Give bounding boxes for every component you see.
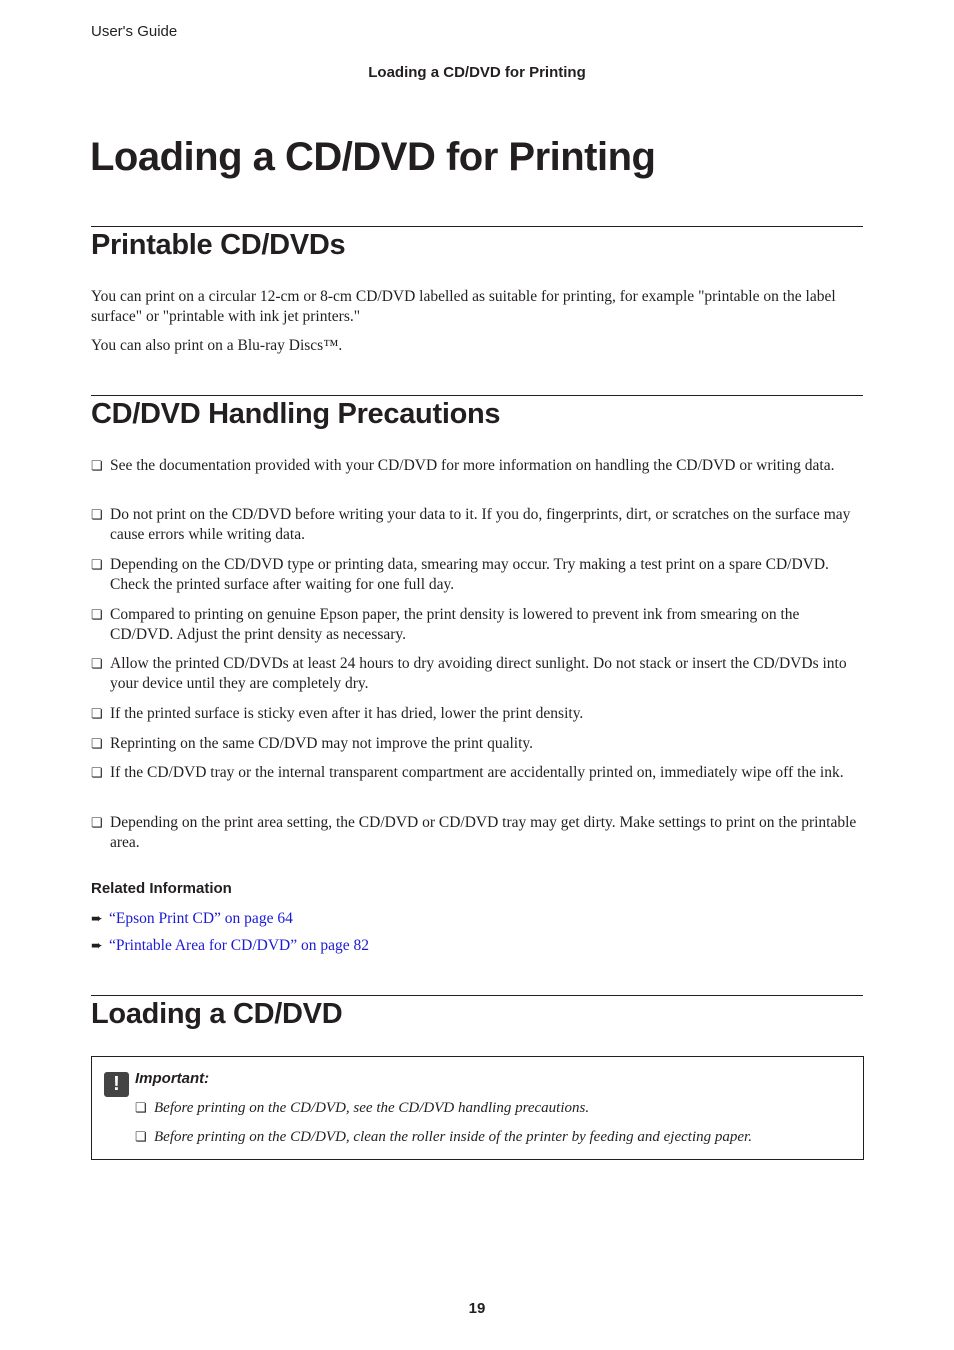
section-divider	[91, 995, 863, 996]
arrow-right-icon: ➨	[91, 939, 103, 954]
running-header-section: Loading a CD/DVD for Printing	[368, 64, 586, 81]
section-heading-precautions: CD/DVD Handling Precautions	[91, 398, 501, 430]
list-item	[91, 505, 863, 545]
printable-paragraph-2: You can also print on a Blu-ray Discs™.	[91, 337, 343, 354]
list-item-text: If the printed surface is sticky even after it has dried, lower the print density.	[110, 705, 584, 722]
section-heading-loading: Loading a CD/DVD	[91, 998, 343, 1030]
related-link-epson-print-cd[interactable]	[91, 909, 293, 930]
related-link-label[interactable]: “Printable Area for CD/DVD” on page 82	[109, 937, 369, 954]
warning-icon: !	[104, 1072, 129, 1097]
list-item	[91, 605, 863, 645]
list-item	[91, 456, 863, 476]
page-title: Loading a CD/DVD for Printing	[90, 135, 656, 179]
checkbox-bullet-icon: ❏	[91, 736, 103, 751]
list-item-text: Allow the printed CD/DVDs at least 24 hours to dry avoiding direct sunlight. Do not stack or insert the CD/DVDs into your device until they are completely dry.	[110, 655, 847, 692]
list-item	[135, 1098, 855, 1118]
list-item-text: Reprinting on the same CD/DVD may not improve the print quality.	[110, 735, 534, 752]
checkbox-bullet-icon: ❏	[91, 765, 103, 780]
checkbox-bullet-icon: ❏	[91, 815, 103, 830]
list-item-text: See the documentation provided with your CD/DVD for more information on handling the CD/DVD or writing data.	[110, 457, 835, 474]
section-divider	[91, 395, 863, 396]
related-link-label[interactable]: “Epson Print CD” on page 64	[109, 910, 293, 927]
list-item-text: If the CD/DVD tray or the internal transparent compartment are accidentally printed on, immediately wipe off the ink.	[110, 764, 844, 781]
list-item	[135, 1127, 855, 1147]
checkbox-bullet-icon: ❏	[91, 507, 103, 522]
checkbox-bullet-icon: ❏	[91, 656, 103, 671]
page-number: 19	[468, 1300, 486, 1317]
list-item-text: Before printing on the CD/DVD, see the CD/DVD handling precautions.	[154, 1100, 590, 1116]
section-heading-printable: Printable CD/DVDs	[91, 229, 346, 261]
list-item	[91, 813, 863, 853]
important-title: Important:	[135, 1070, 210, 1087]
related-link-printable-area[interactable]	[91, 936, 369, 957]
printable-paragraph-1: You can print on a circular 12-cm or 8-cm CD/DVD labelled as suitable for printing, for example "printable on the label surface" or "printable with ink jet printers."	[91, 288, 836, 325]
list-item	[91, 555, 863, 595]
list-item	[91, 654, 863, 694]
checkbox-bullet-icon: ❏	[135, 1100, 147, 1115]
important-notice	[91, 1056, 864, 1160]
list-item	[91, 763, 863, 783]
checkbox-bullet-icon: ❏	[91, 557, 103, 572]
checkbox-bullet-icon: ❏	[91, 458, 103, 473]
list-item	[91, 734, 863, 754]
arrow-right-icon: ➨	[91, 912, 103, 927]
list-item-text: Do not print on the CD/DVD before writing your data to it. If you do, fingerprints, dirt, or scratches on the surface may cause errors while writing data.	[110, 506, 851, 543]
list-item-text: Depending on the print area setting, the CD/DVD or CD/DVD tray may get dirty. Make settings to print on the printable area.	[110, 814, 857, 851]
checkbox-bullet-icon: ❏	[135, 1129, 147, 1144]
running-header-guide: User's Guide	[91, 23, 178, 40]
list-item-text: Compared to printing on genuine Epson paper, the print density is lowered to prevent ink from smearing on the CD/DVD. Adjust the print density as necessary.	[110, 606, 800, 643]
checkbox-bullet-icon: ❏	[91, 706, 103, 721]
section-divider	[91, 226, 863, 227]
checkbox-bullet-icon: ❏	[91, 607, 103, 622]
list-item	[91, 704, 863, 724]
list-item-text: Depending on the CD/DVD type or printing data, smearing may occur. Try making a test print on a spare CD/DVD. Check the printed surface after waiting for one full day.	[110, 556, 829, 593]
related-information-heading: Related Information	[91, 880, 232, 897]
list-item-text: Before printing on the CD/DVD, clean the roller inside of the printer by feeding and ejecting paper.	[154, 1129, 752, 1145]
